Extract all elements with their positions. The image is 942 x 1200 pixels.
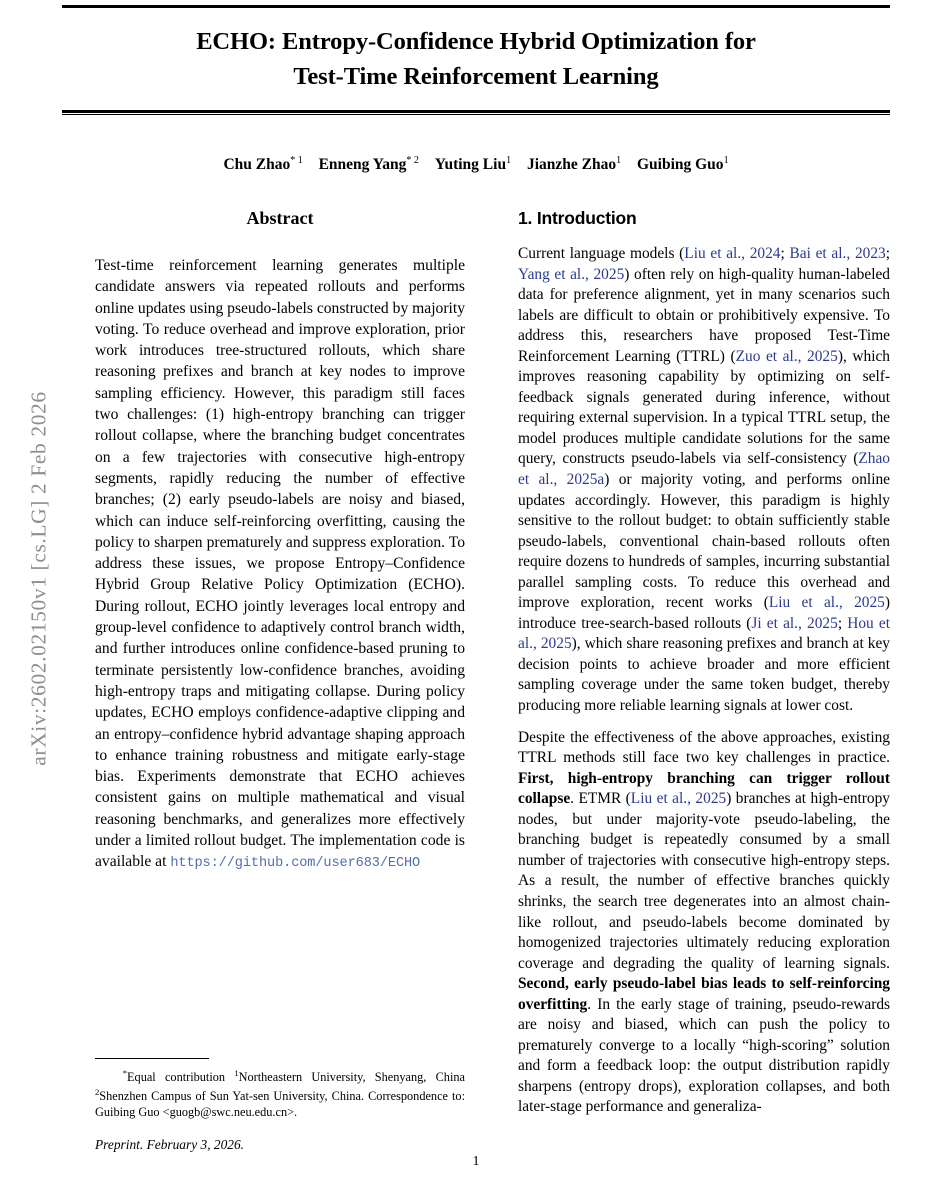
text-run: Northeastern University, Shenyang, China	[238, 1070, 465, 1085]
text-run: ;	[780, 245, 790, 262]
title-separator-rule	[62, 110, 890, 115]
challenge-two-label: Second, early pseudo-label bias leads to self-reinforcing overfitting	[518, 975, 890, 1013]
author-entry	[319, 156, 419, 173]
text-run: ) introduce tree-search-based rollouts (	[518, 594, 890, 632]
code-url-link[interactable]: https://github.com/user683/ECHO	[170, 856, 421, 872]
citation-link[interactable]: Liu et al., 2025	[630, 790, 727, 808]
preprint-notice: Preprint. February 3, 2026.	[95, 1136, 245, 1152]
abstract-heading: Abstract	[246, 208, 314, 228]
citation-link[interactable]: Hou et al., 2025	[518, 614, 891, 653]
arxiv-identifier-stamp: arXiv:2602.02150v1 [cs.LG] 2 Feb 2026	[26, 391, 51, 766]
citation-link[interactable]: Bai et al., 2023	[789, 245, 886, 262]
introduction-heading: 1. Introduction	[518, 208, 637, 228]
author-affiliation-marks: 1	[616, 155, 622, 166]
abstract-paragraph	[95, 255, 465, 875]
text-run: ) or majority voting, and performs online updates accordingly. However, this paradigm is highly sensitive to the rollout budget: to obtain sufficiently stable pseudo-labels, conventional chain-based rollouts often require dozens to hundreds of samples, incurring substantial parallel sampling costs. To reduce this overhead and improve exploration, recent works (	[518, 471, 891, 612]
author-affiliation-marks: * 2	[406, 155, 419, 166]
right-column	[518, 208, 890, 1129]
footnote-rule	[95, 1058, 209, 1059]
intro-paragraph-1	[518, 244, 890, 717]
author-name: Enneng Yang	[318, 156, 407, 174]
author-affiliation-marks: 1	[723, 155, 729, 166]
intro-paragraph-2	[518, 728, 890, 1118]
author-name: Chu Zhao	[223, 156, 291, 174]
text-run: ;	[885, 245, 891, 262]
author-entry	[527, 156, 621, 173]
affiliation-marker-2: 2	[95, 1087, 100, 1098]
author-affiliation-marks: * 1	[290, 155, 303, 166]
text-run: ) branches at high-entropy nodes, but under majority-vote pseudo-labeling, the branching budget is repeatedly consumed by a small number of trajectories with consecutive high-entropy steps. As a result, the number of effective branches quickly shrinks, the search tree degenerates into an almost chain-like rollout, and pseudo-labels become dominated by homogenized trajectories ultimately reducing exploration coverage and degrading the quality of learning signals.	[518, 790, 890, 972]
text-run: Equal contribution	[127, 1070, 235, 1085]
text-run: ) often rely on high-quality human-labeled data for preference alignment, yet in many scenarios such labels are difficult to obtain or prohibitively expensive. To address this, researchers have proposed Test-Time Reinforcement Learning (TTRL) (	[518, 265, 890, 365]
title-line-1: ECHO: Entropy-Confidence Hybrid Optimization for	[196, 28, 756, 55]
rule-thick	[62, 110, 890, 113]
citation-link[interactable]: Yang et al., 2025	[518, 265, 625, 283]
author-entry	[637, 156, 729, 173]
rule-thin	[62, 114, 890, 115]
citation-link[interactable]: Zhao et al., 2025a	[518, 450, 890, 489]
title-line-2: Test-Time Reinforcement Learning	[293, 63, 659, 90]
text-run: . ETMR (	[570, 790, 631, 808]
citation-link[interactable]: Liu et al., 2025	[768, 594, 885, 612]
challenge-one-label: First, high-entropy branching can trigger rollout collapse	[518, 769, 890, 808]
author-affiliation-marks: 1	[506, 155, 512, 166]
left-column	[95, 208, 465, 886]
author-name: Yuting Liu	[434, 156, 507, 174]
page-number: 1	[472, 1154, 480, 1169]
text-run: . In the early stage of training, pseudo-rewards are noisy and biased, which can push the policy to prematurely converge to a locally “high-scoring” solution and form a feedback loop: the output distribution rapidly sharpens (entropy drops), exploration collapses, and both later-stage performance and generaliza-	[518, 995, 890, 1116]
footnote-block	[95, 1058, 465, 1153]
equal-contribution-marker: *	[122, 1068, 128, 1078]
citation-link[interactable]: Ji et al., 2025	[751, 614, 838, 632]
affiliation-marker-1: 1	[234, 1068, 239, 1078]
citation-link[interactable]: Zuo et al., 2025	[735, 347, 838, 365]
citation-link[interactable]: Liu et al., 2024	[684, 245, 781, 262]
text-run: ), which improves reasoning capability by optimizing on self-feedback signals generated during inference, without requiring external supervision. In a typical TTRL setup, the model produces multiple candidate solutions for the same query, constructs pseudo-labels via self-consistency (	[518, 347, 890, 468]
paper-page	[62, 0, 890, 1200]
top-rule	[62, 5, 890, 8]
text-run: Despite the effectiveness of the above approaches, existing TTRL methods still face two key challenges in practice.	[518, 728, 890, 767]
author-entry	[435, 156, 511, 173]
text-run: Shenzhen Campus of Sun Yat-sen University, China. Correspondence to: Guibing Guo <guogb@swc.neu.edu.cn>.	[95, 1089, 465, 1119]
text-run: ;	[837, 614, 848, 632]
affiliation-footnote	[95, 1066, 465, 1120]
author-entry	[223, 156, 302, 173]
abstract-text: Test-time reinforcement learning generates multiple candidate answers via repeated rollouts and performs online updates using pseudo-labels constructed by majority voting. To reduce overhead and improve exploration, prior work introduces tree-structured rollouts, which share reasoning prefixes and branch at key nodes to improve sampling efficiency. However, this paradigm still faces two challenges: (1) high-entropy branching can trigger rollout collapse, where the branching budget concentrates on a few trajectories with consecutive high-entropy segments, rapidly reducing the number of effective branches; (2) early pseudo-labels are noisy and biased, which can induce self-reinforcing overfitting, causing the policy to sharpen prematurely and suppress exploration. To address these issues, we propose Entropy–Confidence Hybrid Group Relative Policy Optimization (ECHO). During rollout, ECHO jointly leverages local entropy and group-level confidence to adaptively control branch width, and further introduces online confidence-based pruning to terminate persistently low-confidence branches, avoiding high-entropy traps and mitigating collapse. During policy updates, ECHO employs confidence-adaptive clipping and an entropy–confidence hybrid advantage shaping approach to enhance training robustness and mitigate early-stage bias. Experiments demonstrate that ECHO achieves consistent gains on multiple mathematical and visual reasoning benchmarks, and generalizes more effectively under a limited rollout budget. The implementation code is available at	[95, 257, 465, 871]
page-title	[62, 24, 890, 94]
author-list	[62, 155, 890, 174]
author-name: Guibing Guo	[636, 156, 724, 174]
text-run: Current language models (	[518, 245, 685, 262]
author-name: Jianzhe Zhao	[526, 156, 617, 174]
text-run: ), which share reasoning prefixes and branch at key decision points to achieve broader and more efficient sampling coverage under the same token budget, thereby producing more reliable learning signals at lower cost.	[518, 635, 891, 715]
